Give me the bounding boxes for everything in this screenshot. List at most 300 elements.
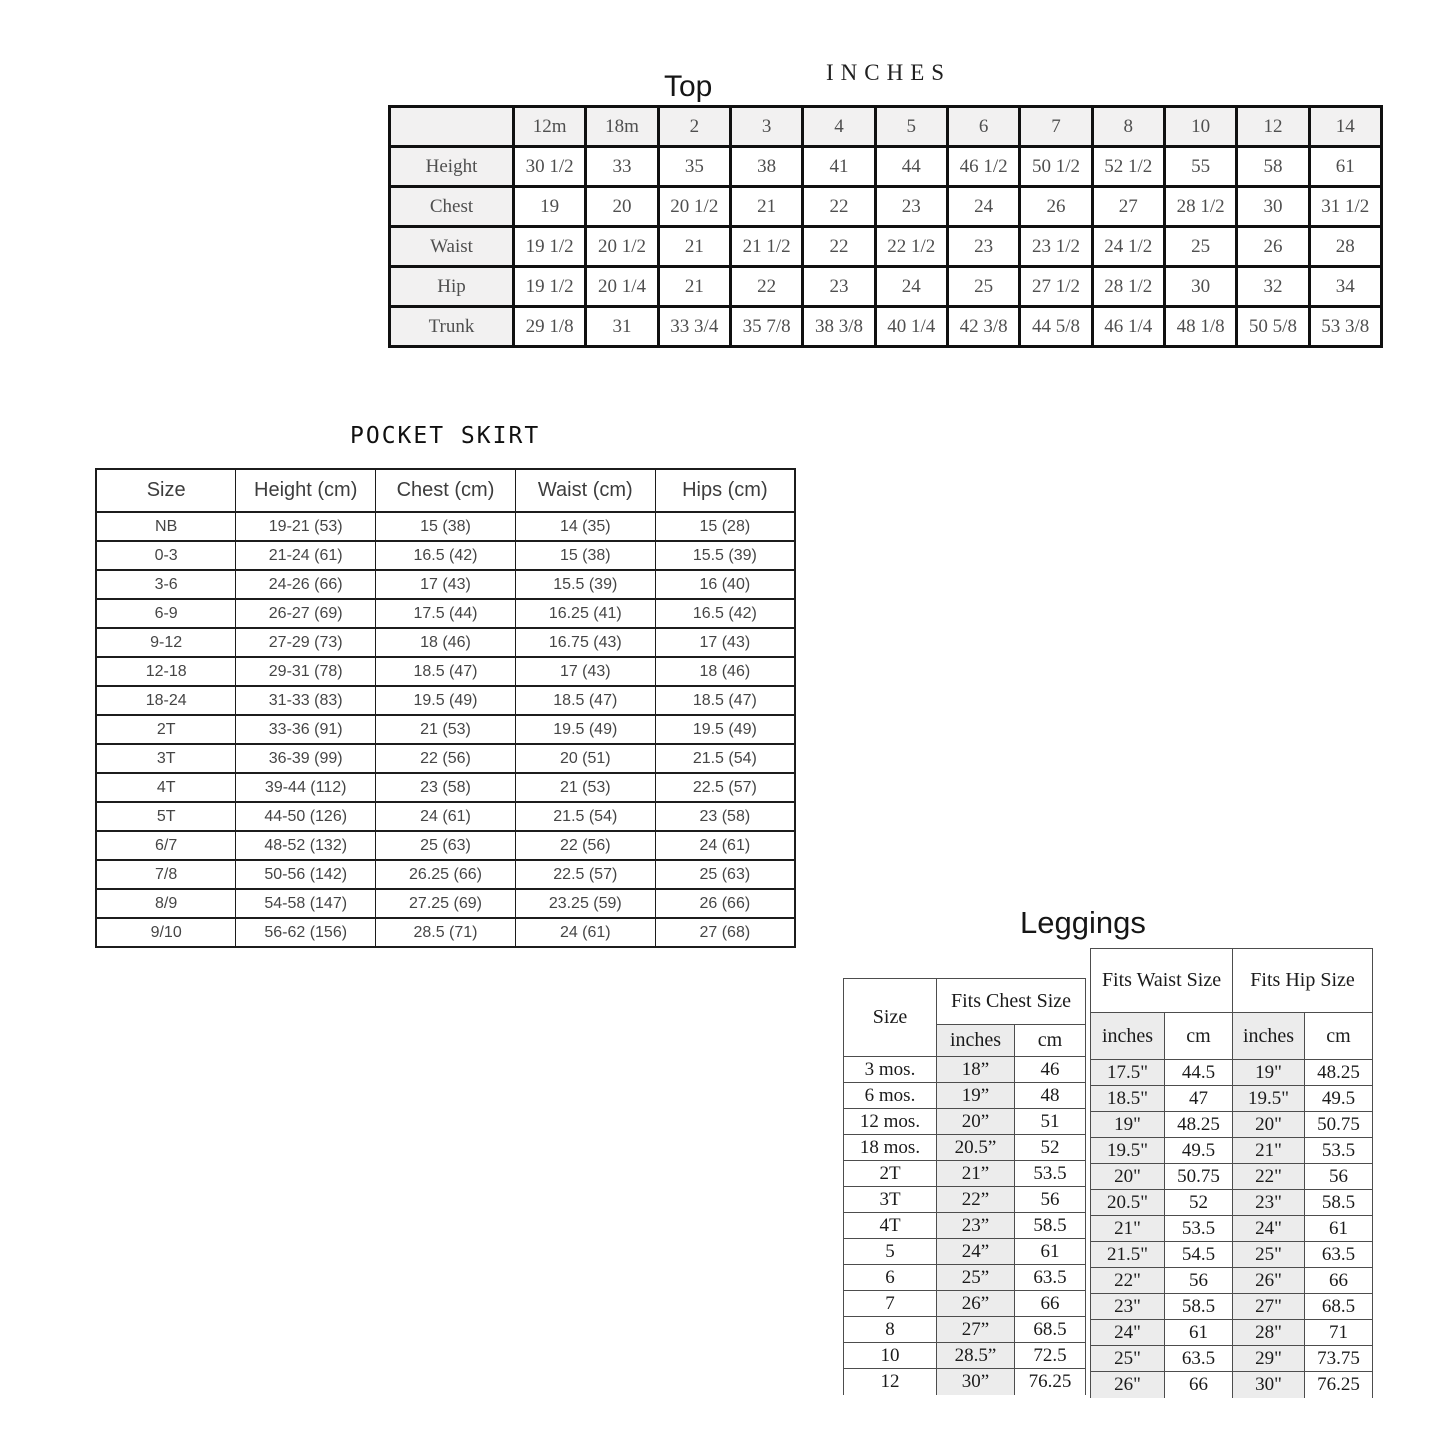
- leggings-left-row: [844, 1317, 1086, 1343]
- leggings-chest-cm-cell: 72.5: [1015, 1343, 1086, 1369]
- top-table-cell: 29 1/8: [514, 307, 586, 347]
- pocket-skirt-cell: 25 (63): [376, 831, 516, 860]
- leggings-chest-cm-cell: 58.5: [1015, 1213, 1086, 1239]
- top-table-column-header: 12: [1237, 107, 1309, 147]
- leggings-waist-cm-cell: 47: [1165, 1086, 1233, 1112]
- top-table-cell: 21: [658, 267, 730, 307]
- pocket-skirt-header-row: [96, 469, 795, 512]
- top-table-cell: 25: [947, 267, 1019, 307]
- pocket-skirt-row: [96, 889, 795, 918]
- pocket-skirt-cell: 16.25 (41): [515, 599, 655, 628]
- leggings-chest-cm-cell: 61: [1015, 1239, 1086, 1265]
- leggings-left-row: [844, 1239, 1086, 1265]
- pocket-skirt-size-cell: 6-9: [96, 599, 236, 628]
- top-table-cell: 23: [875, 187, 947, 227]
- leggings-size-cell: 5: [844, 1239, 937, 1265]
- leggings-size-cell: 12 mos.: [844, 1109, 937, 1135]
- leggings-right-row: [1091, 1060, 1373, 1086]
- leggings-waist-cm-cell: 61: [1165, 1320, 1233, 1346]
- pocket-skirt-cell: 19.5 (49): [515, 715, 655, 744]
- leggings-hip-cm-cell: 56: [1305, 1164, 1373, 1190]
- leggings-hip-inches-cell: 25": [1233, 1242, 1305, 1268]
- leggings-chest-cm-cell: 52: [1015, 1135, 1086, 1161]
- top-table-cell: 21 1/2: [730, 227, 802, 267]
- top-table-cell: 19: [514, 187, 586, 227]
- leggings-waist-inches-cell: 26": [1091, 1372, 1165, 1398]
- top-table-cell: 34: [1309, 267, 1381, 307]
- pocket-skirt-cell: 21 (53): [376, 715, 516, 744]
- top-table-cell: 19 1/2: [514, 227, 586, 267]
- top-table-cell: 33 3/4: [658, 307, 730, 347]
- leggings-waist-inches-cell: 22": [1091, 1268, 1165, 1294]
- leggings-left-row: [844, 1213, 1086, 1239]
- top-table-row-label: Trunk: [390, 307, 514, 347]
- leggings-hip-cm-cell: 48.25: [1305, 1060, 1373, 1086]
- pocket-skirt-row: [96, 744, 795, 773]
- leggings-waist-inches-cell: 20": [1091, 1164, 1165, 1190]
- top-table-cell: 20: [586, 187, 658, 227]
- pocket-skirt-cell: 18 (46): [376, 628, 516, 657]
- leggings-hip-inches-cell: 21": [1233, 1138, 1305, 1164]
- pocket-skirt-row: [96, 918, 795, 947]
- pocket-skirt-size-cell: 9/10: [96, 918, 236, 947]
- leggings-chest-cm-cell: 51: [1015, 1109, 1086, 1135]
- top-table-cell: 30 1/2: [514, 147, 586, 187]
- leggings-hip-inches-cell: 19.5": [1233, 1086, 1305, 1112]
- leggings-hip-inches-cell: 28": [1233, 1320, 1305, 1346]
- leggings-chest-inches-cell: 20.5”: [937, 1135, 1015, 1161]
- top-table-cell: 23: [803, 267, 875, 307]
- leggings-waist-cm-cell: 49.5: [1165, 1138, 1233, 1164]
- pocket-skirt-size-cell: 9-12: [96, 628, 236, 657]
- top-table-cell: 40 1/4: [875, 307, 947, 347]
- leggings-waist-cm-cell: 44.5: [1165, 1060, 1233, 1086]
- leggings-left-row: [844, 1291, 1086, 1317]
- pocket-skirt-cell: 17 (43): [655, 628, 795, 657]
- leggings-chest-cm-cell: 68.5: [1015, 1317, 1086, 1343]
- pocket-skirt-size-cell: 0-3: [96, 541, 236, 570]
- pocket-skirt-cell: 24-26 (66): [236, 570, 376, 599]
- leggings-right-row: [1091, 1086, 1373, 1112]
- leggings-hip-header: Fits Hip Size: [1233, 949, 1373, 1013]
- top-table-cell: 21: [658, 227, 730, 267]
- top-table-cell: 22: [803, 187, 875, 227]
- leggings-right-subheader-row: [1091, 1013, 1373, 1060]
- top-table-cell: 23: [947, 227, 1019, 267]
- pocket-skirt-cell: 19.5 (49): [655, 715, 795, 744]
- pocket-skirt-cell: 17.5 (44): [376, 599, 516, 628]
- top-table-column-header: 12m: [514, 107, 586, 147]
- pocket-skirt-cell: 54-58 (147): [236, 889, 376, 918]
- pocket-skirt-cell: 24 (61): [655, 831, 795, 860]
- leggings-right-row: [1091, 1242, 1373, 1268]
- pocket-skirt-cell: 22.5 (57): [655, 773, 795, 802]
- top-size-table: [388, 105, 1383, 348]
- top-table-cell: 50 5/8: [1237, 307, 1309, 347]
- pocket-skirt-cell: 17 (43): [376, 570, 516, 599]
- top-table-cell: 31: [586, 307, 658, 347]
- pocket-skirt-cell: 15.5 (39): [515, 570, 655, 599]
- leggings-hip-cm-cell: 50.75: [1305, 1112, 1373, 1138]
- top-table-row: [390, 227, 1382, 267]
- pocket-skirt-cell: 56-62 (156): [236, 918, 376, 947]
- pocket-skirt-cell: 27 (68): [655, 918, 795, 947]
- top-table-cell: 35 7/8: [730, 307, 802, 347]
- pocket-skirt-size-cell: 3-6: [96, 570, 236, 599]
- leggings-table-left: [843, 978, 1086, 1395]
- pocket-skirt-cell: 25 (63): [655, 860, 795, 889]
- leggings-chest-inches-cell: 18”: [937, 1057, 1015, 1083]
- top-table-row-label: Height: [390, 147, 514, 187]
- top-table-title: Top: [664, 70, 713, 103]
- top-table-cell: 20 1/4: [586, 267, 658, 307]
- leggings-waist-cm-cell: 66: [1165, 1372, 1233, 1398]
- leggings-hip-cm-cell: 49.5: [1305, 1086, 1373, 1112]
- pocket-skirt-cell: 18 (46): [655, 657, 795, 686]
- top-table-cell: 28 1/2: [1164, 187, 1236, 227]
- top-table-cell: 38: [730, 147, 802, 187]
- leggings-waist-inches-cell: 23": [1091, 1294, 1165, 1320]
- leggings-hip-cm-cell: 73.75: [1305, 1346, 1373, 1372]
- top-table-cell: 50 1/2: [1020, 147, 1092, 187]
- leggings-size-cell: 10: [844, 1343, 937, 1369]
- leggings-waist-inches-cell: 18.5": [1091, 1086, 1165, 1112]
- pocket-skirt-cell: 23.25 (59): [515, 889, 655, 918]
- pocket-skirt-row: [96, 512, 795, 541]
- top-table-cell: 48 1/8: [1164, 307, 1236, 347]
- pocket-skirt-size-cell: 3T: [96, 744, 236, 773]
- pocket-skirt-size-cell: NB: [96, 512, 236, 541]
- pocket-skirt-cell: 26-27 (69): [236, 599, 376, 628]
- top-table-cell: 33: [586, 147, 658, 187]
- top-table-cell: 26: [1237, 227, 1309, 267]
- pocket-skirt-row: [96, 773, 795, 802]
- pocket-skirt-cell: 36-39 (99): [236, 744, 376, 773]
- pocket-skirt-row: [96, 541, 795, 570]
- leggings-hip-inches-cell: 30": [1233, 1372, 1305, 1398]
- top-table-cell: 22 1/2: [875, 227, 947, 267]
- top-table-cell: 30: [1237, 187, 1309, 227]
- pocket-skirt-title: POCKET SKIRT: [350, 423, 541, 449]
- leggings-chest-inches-header: inches: [937, 1025, 1015, 1057]
- pocket-skirt-cell: 23 (58): [376, 773, 516, 802]
- leggings-size-cell: 2T: [844, 1161, 937, 1187]
- leggings-size-cell: 18 mos.: [844, 1135, 937, 1161]
- top-table-cell: 35: [658, 147, 730, 187]
- leggings-waist-inches-cell: 17.5": [1091, 1060, 1165, 1086]
- pocket-skirt-cell: 16 (40): [655, 570, 795, 599]
- top-table-cell: 22: [803, 227, 875, 267]
- pocket-skirt-column-header: Chest (cm): [376, 469, 516, 512]
- pocket-skirt-column-header: Hips (cm): [655, 469, 795, 512]
- top-table-row: [390, 187, 1382, 227]
- pocket-skirt-cell: 18.5 (47): [515, 686, 655, 715]
- top-table-row: [390, 147, 1382, 187]
- pocket-skirt-table: [95, 468, 796, 948]
- top-table-cell: 53 3/8: [1309, 307, 1381, 347]
- leggings-chest-inches-cell: 19”: [937, 1083, 1015, 1109]
- pocket-skirt-row: [96, 715, 795, 744]
- leggings-right-row: [1091, 1112, 1373, 1138]
- leggings-chest-inches-cell: 20”: [937, 1109, 1015, 1135]
- leggings-chest-cm-header: cm: [1015, 1025, 1086, 1057]
- pocket-skirt-size-cell: 2T: [96, 715, 236, 744]
- pocket-skirt-size-cell: 8/9: [96, 889, 236, 918]
- top-table-cell: 20 1/2: [658, 187, 730, 227]
- leggings-size-cell: 7: [844, 1291, 937, 1317]
- inches-units-label: INCHES: [826, 60, 952, 85]
- top-table-cell: 58: [1237, 147, 1309, 187]
- leggings-right-row: [1091, 1164, 1373, 1190]
- pocket-skirt-cell: 33-36 (91): [236, 715, 376, 744]
- pocket-skirt-cell: 27-29 (73): [236, 628, 376, 657]
- top-table-cell: 28: [1309, 227, 1381, 267]
- leggings-right-header-row: [1091, 949, 1373, 1013]
- leggings-hip-inches-cell: 20": [1233, 1112, 1305, 1138]
- leggings-table-right: [1090, 948, 1373, 1398]
- pocket-skirt-cell: 16.75 (43): [515, 628, 655, 657]
- top-table-column-header: 10: [1164, 107, 1236, 147]
- top-table-cell: 42 3/8: [947, 307, 1019, 347]
- pocket-skirt-cell: 17 (43): [515, 657, 655, 686]
- leggings-chest-inches-cell: 22”: [937, 1187, 1015, 1213]
- pocket-skirt-cell: 16.5 (42): [376, 541, 516, 570]
- leggings-chest-header: Fits Chest Size: [937, 979, 1086, 1025]
- leggings-waist-cm-cell: 50.75: [1165, 1164, 1233, 1190]
- top-table-row-label: Hip: [390, 267, 514, 307]
- leggings-left-row: [844, 1343, 1086, 1369]
- top-table-cell: 22: [730, 267, 802, 307]
- pocket-skirt-cell: 15 (38): [376, 512, 516, 541]
- pocket-skirt-row: [96, 802, 795, 831]
- pocket-skirt-size-cell: 18-24: [96, 686, 236, 715]
- top-table-cell: 27 1/2: [1020, 267, 1092, 307]
- leggings-chest-inches-cell: 25”: [937, 1265, 1015, 1291]
- leggings-chest-cm-cell: 66: [1015, 1291, 1086, 1317]
- pocket-skirt-cell: 22 (56): [515, 831, 655, 860]
- top-table-cell: 31 1/2: [1309, 187, 1381, 227]
- leggings-chest-inches-cell: 26”: [937, 1291, 1015, 1317]
- leggings-hip-inches-cell: 29": [1233, 1346, 1305, 1372]
- pocket-skirt-cell: 26 (66): [655, 889, 795, 918]
- leggings-hip-cm-cell: 53.5: [1305, 1138, 1373, 1164]
- pocket-skirt-cell: 21.5 (54): [515, 802, 655, 831]
- leggings-size-cell: 3T: [844, 1187, 937, 1213]
- leggings-size-cell: 4T: [844, 1213, 937, 1239]
- leggings-size-cell: 3 mos.: [844, 1057, 937, 1083]
- top-table-cell: 20 1/2: [586, 227, 658, 267]
- top-table-column-header: 14: [1309, 107, 1381, 147]
- leggings-waist-inches-header: inches: [1091, 1013, 1165, 1060]
- leggings-left-row: [844, 1057, 1086, 1083]
- pocket-skirt-cell: 50-56 (142): [236, 860, 376, 889]
- leggings-left-row: [844, 1265, 1086, 1291]
- pocket-skirt-size-cell: 5T: [96, 802, 236, 831]
- top-table-corner-cell: [390, 107, 514, 147]
- leggings-waist-inches-cell: 19.5": [1091, 1138, 1165, 1164]
- leggings-chest-inches-cell: 23”: [937, 1213, 1015, 1239]
- pocket-skirt-row: [96, 686, 795, 715]
- leggings-hip-cm-cell: 68.5: [1305, 1294, 1373, 1320]
- leggings-waist-cm-cell: 58.5: [1165, 1294, 1233, 1320]
- top-table-column-header: 5: [875, 107, 947, 147]
- pocket-skirt-row: [96, 860, 795, 889]
- top-table-row: [390, 267, 1382, 307]
- pocket-skirt-size-cell: 6/7: [96, 831, 236, 860]
- leggings-chest-cm-cell: 56: [1015, 1187, 1086, 1213]
- top-table-header-row: [390, 107, 1382, 147]
- leggings-hip-inches-cell: 26": [1233, 1268, 1305, 1294]
- leggings-waist-cm-cell: 63.5: [1165, 1346, 1233, 1372]
- leggings-right-row: [1091, 1268, 1373, 1294]
- leggings-waist-inches-cell: 24": [1091, 1320, 1165, 1346]
- leggings-hip-inches-header: inches: [1233, 1013, 1305, 1060]
- leggings-waist-cm-cell: 53.5: [1165, 1216, 1233, 1242]
- top-table-cell: 52 1/2: [1092, 147, 1164, 187]
- leggings-chest-inches-cell: 30”: [937, 1369, 1015, 1395]
- leggings-waist-inches-cell: 21": [1091, 1216, 1165, 1242]
- leggings-waist-cm-cell: 54.5: [1165, 1242, 1233, 1268]
- leggings-chest-cm-cell: 53.5: [1015, 1161, 1086, 1187]
- pocket-skirt-cell: 22 (56): [376, 744, 516, 773]
- top-table-cell: 24: [947, 187, 1019, 227]
- pocket-skirt-size-cell: 7/8: [96, 860, 236, 889]
- top-table-row-label: Waist: [390, 227, 514, 267]
- pocket-skirt-cell: 22.5 (57): [515, 860, 655, 889]
- top-table-cell: 30: [1164, 267, 1236, 307]
- leggings-waist-inches-cell: 20.5": [1091, 1190, 1165, 1216]
- top-table-column-header: 6: [947, 107, 1019, 147]
- leggings-waist-cm-header: cm: [1165, 1013, 1233, 1060]
- leggings-hip-cm-cell: 71: [1305, 1320, 1373, 1346]
- leggings-hip-inches-cell: 22": [1233, 1164, 1305, 1190]
- leggings-right-row: [1091, 1372, 1373, 1398]
- leggings-waist-cm-cell: 56: [1165, 1268, 1233, 1294]
- top-table-cell: 24: [875, 267, 947, 307]
- pocket-skirt-cell: 21.5 (54): [655, 744, 795, 773]
- top-table-cell: 46 1/4: [1092, 307, 1164, 347]
- pocket-skirt-row: [96, 570, 795, 599]
- leggings-chest-cm-cell: 63.5: [1015, 1265, 1086, 1291]
- leggings-hip-inches-cell: 23": [1233, 1190, 1305, 1216]
- top-table-column-header: 4: [803, 107, 875, 147]
- pocket-skirt-cell: 28.5 (71): [376, 918, 516, 947]
- leggings-chest-cm-cell: 46: [1015, 1057, 1086, 1083]
- top-table-cell: 28 1/2: [1092, 267, 1164, 307]
- top-table-column-header: 2: [658, 107, 730, 147]
- pocket-skirt-cell: 39-44 (112): [236, 773, 376, 802]
- top-table-cell: 23 1/2: [1020, 227, 1092, 267]
- pocket-skirt-cell: 48-52 (132): [236, 831, 376, 860]
- leggings-right-row: [1091, 1320, 1373, 1346]
- leggings-chest-cm-cell: 48: [1015, 1083, 1086, 1109]
- top-table-row: [390, 307, 1382, 347]
- pocket-skirt-cell: 15 (38): [515, 541, 655, 570]
- top-table-cell: 21: [730, 187, 802, 227]
- leggings-waist-cm-cell: 52: [1165, 1190, 1233, 1216]
- pocket-skirt-size-cell: 4T: [96, 773, 236, 802]
- leggings-hip-cm-cell: 63.5: [1305, 1242, 1373, 1268]
- leggings-chest-inches-cell: 27”: [937, 1317, 1015, 1343]
- leggings-left-row: [844, 1161, 1086, 1187]
- top-table-cell: 25: [1164, 227, 1236, 267]
- leggings-hip-cm-header: cm: [1305, 1013, 1373, 1060]
- pocket-skirt-cell: 15.5 (39): [655, 541, 795, 570]
- leggings-chest-cm-cell: 76.25: [1015, 1369, 1086, 1395]
- pocket-skirt-cell: 16.5 (42): [655, 599, 795, 628]
- leggings-title: Leggings: [1020, 905, 1146, 940]
- pocket-skirt-cell: 21 (53): [515, 773, 655, 802]
- pocket-skirt-cell: 14 (35): [515, 512, 655, 541]
- pocket-skirt-cell: 24 (61): [515, 918, 655, 947]
- pocket-skirt-cell: 27.25 (69): [376, 889, 516, 918]
- pocket-skirt-cell: 29-31 (78): [236, 657, 376, 686]
- pocket-skirt-cell: 44-50 (126): [236, 802, 376, 831]
- leggings-chest-inches-cell: 28.5”: [937, 1343, 1015, 1369]
- top-table-column-header: 18m: [586, 107, 658, 147]
- leggings-waist-header: Fits Waist Size: [1091, 949, 1233, 1013]
- top-table-cell: 27: [1092, 187, 1164, 227]
- leggings-left-row: [844, 1083, 1086, 1109]
- leggings-right-row: [1091, 1138, 1373, 1164]
- leggings-waist-inches-cell: 19": [1091, 1112, 1165, 1138]
- top-table-cell: 32: [1237, 267, 1309, 307]
- top-table-cell: 24 1/2: [1092, 227, 1164, 267]
- leggings-chest-inches-cell: 24”: [937, 1239, 1015, 1265]
- leggings-waist-inches-cell: 25": [1091, 1346, 1165, 1372]
- pocket-skirt-column-header: Size: [96, 469, 236, 512]
- leggings-right-row: [1091, 1346, 1373, 1372]
- leggings-waist-inches-cell: 21.5": [1091, 1242, 1165, 1268]
- pocket-skirt-column-header: Waist (cm): [515, 469, 655, 512]
- top-table-cell: 38 3/8: [803, 307, 875, 347]
- top-table-cell: 41: [803, 147, 875, 187]
- pocket-skirt-row: [96, 831, 795, 860]
- pocket-skirt-cell: 18.5 (47): [655, 686, 795, 715]
- pocket-skirt-row: [96, 628, 795, 657]
- pocket-skirt-cell: 15 (28): [655, 512, 795, 541]
- leggings-size-cell: 8: [844, 1317, 937, 1343]
- leggings-right-row: [1091, 1190, 1373, 1216]
- leggings-hip-cm-cell: 76.25: [1305, 1372, 1373, 1398]
- leggings-hip-cm-cell: 61: [1305, 1216, 1373, 1242]
- pocket-skirt-cell: 26.25 (66): [376, 860, 516, 889]
- leggings-hip-inches-cell: 24": [1233, 1216, 1305, 1242]
- leggings-left-row: [844, 1109, 1086, 1135]
- leggings-hip-inches-cell: 27": [1233, 1294, 1305, 1320]
- leggings-chest-inches-cell: 21”: [937, 1161, 1015, 1187]
- leggings-waist-cm-cell: 48.25: [1165, 1112, 1233, 1138]
- pocket-skirt-row: [96, 599, 795, 628]
- leggings-hip-cm-cell: 58.5: [1305, 1190, 1373, 1216]
- leggings-right-row: [1091, 1294, 1373, 1320]
- top-table-column-header: 8: [1092, 107, 1164, 147]
- leggings-left-row: [844, 1187, 1086, 1213]
- top-table-cell: 44 5/8: [1020, 307, 1092, 347]
- leggings-size-header: Size: [844, 979, 937, 1057]
- leggings-size-cell: 6: [844, 1265, 937, 1291]
- leggings-left-header-row: [844, 979, 1086, 1025]
- top-table-cell: 61: [1309, 147, 1381, 187]
- top-table-cell: 19 1/2: [514, 267, 586, 307]
- leggings-left-row: [844, 1135, 1086, 1161]
- top-table-cell: 55: [1164, 147, 1236, 187]
- leggings-size-cell: 6 mos.: [844, 1083, 937, 1109]
- top-table-column-header: 7: [1020, 107, 1092, 147]
- leggings-right-row: [1091, 1216, 1373, 1242]
- pocket-skirt-column-header: Height (cm): [236, 469, 376, 512]
- pocket-skirt-cell: 19-21 (53): [236, 512, 376, 541]
